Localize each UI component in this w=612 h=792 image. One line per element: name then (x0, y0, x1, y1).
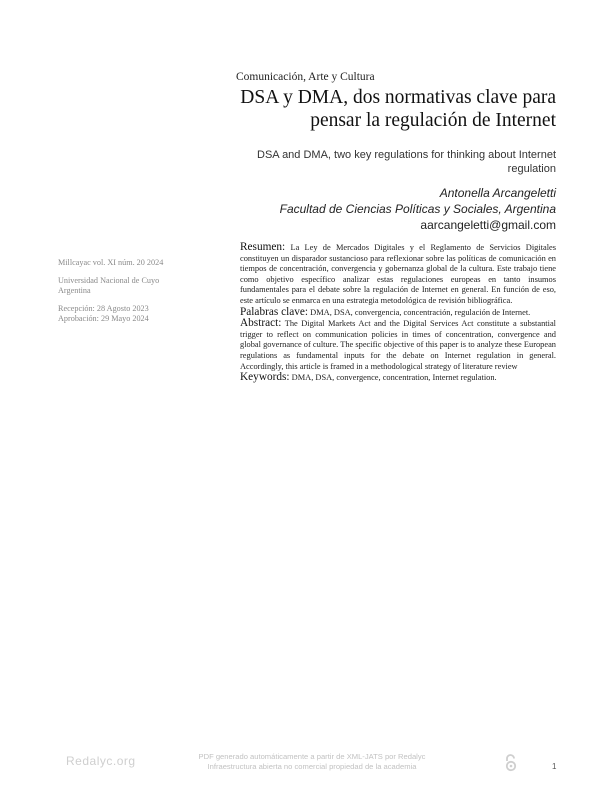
resumen-label: Resumen: (240, 241, 286, 253)
author-email[interactable]: aarcangeletti@gmail.com (420, 218, 556, 232)
palabras-clave-label: Palabras clave: (240, 305, 309, 318)
title-line-2: pensar la regulación de Internet (310, 110, 556, 131)
author-affiliation: Facultad de Ciencias Políticas y Sociales, Argentina (279, 202, 556, 216)
resumen-text: La Ley de Mercados Digitales y el Reglamento de Servicios Digitales constituyen un disparador sustancioso para reflexionar sobre las políticas de comunicación en tiempos de concentración, convergencia y gobernanza global de la cultura. Este trabajo tiene como objetivo específico analizar estas regulaciones europeas en tanto insumos fundamentales para el debate sobre la regulación de Internet en general. En función de eso, este artículo se enmarca en una estrategia metodológica de revisión bibliográfica. (240, 243, 557, 305)
title-en-line-2: regulation (507, 163, 556, 175)
section-label: Comunicación, Arte y Cultura (236, 71, 375, 83)
redalyc-logo: Redalyc.org (66, 754, 136, 768)
author-block (280, 185, 556, 233)
resumen-paragraph (240, 242, 556, 307)
open-access-icon (504, 754, 518, 772)
footer-line-1: PDF generado automáticamente a partir de XML-JATS por Redalyc (198, 752, 426, 761)
received-date: Recepción: 28 Agosto 2023 (58, 303, 149, 313)
footer-line-2: Infraestructura abierta no comercial propiedad de la academia (207, 761, 417, 771)
abstract-text: The Digital Markets Act and the Digital Services Act constitute a substantial trigger to reflect on communication policies in times of concentration, convergence and global governance of culture. The specific objective of this paper is to analyze these European regulations as fundamental inputs for the debate on Internet regulation in general. Accordingly, this article is framed in a methodological strategy of literature review (240, 319, 556, 371)
approved-date: Aprobación: 29 Mayo 2024 (58, 314, 149, 323)
abstract-section (240, 242, 556, 384)
footer-notice (180, 752, 444, 771)
article-title (196, 86, 556, 132)
title-en-line-1: DSA and DMA, two key regulations for thinking about Internet (257, 149, 556, 161)
university-line-1: Universidad Nacional de Cuyo (58, 275, 160, 285)
abstract-paragraph (240, 318, 556, 372)
university-info (58, 276, 178, 297)
palabras-clave-paragraph (240, 307, 556, 319)
article-metadata (58, 258, 178, 332)
university-line-2: Argentina (58, 286, 91, 295)
title-line-1: DSA y DMA, dos normativas clave para (240, 87, 556, 108)
keywords-label: Keywords: (240, 371, 290, 384)
dates-info (58, 304, 178, 325)
keywords-paragraph (240, 372, 556, 384)
article-title-english (236, 148, 556, 176)
keywords-text: DMA, DSA, convergence, concentration, Internet regulation. (291, 373, 497, 383)
abstract-label: Abstract: (240, 317, 282, 330)
page-number: 1 (552, 762, 557, 771)
palabras-clave-text: DMA, DSA, convergencia, concentración, regulación de Internet. (310, 307, 531, 317)
author-name: Antonella Arcangeletti (439, 186, 556, 200)
journal-info: Millcayac vol. XI núm. 20 2024 (58, 258, 164, 267)
